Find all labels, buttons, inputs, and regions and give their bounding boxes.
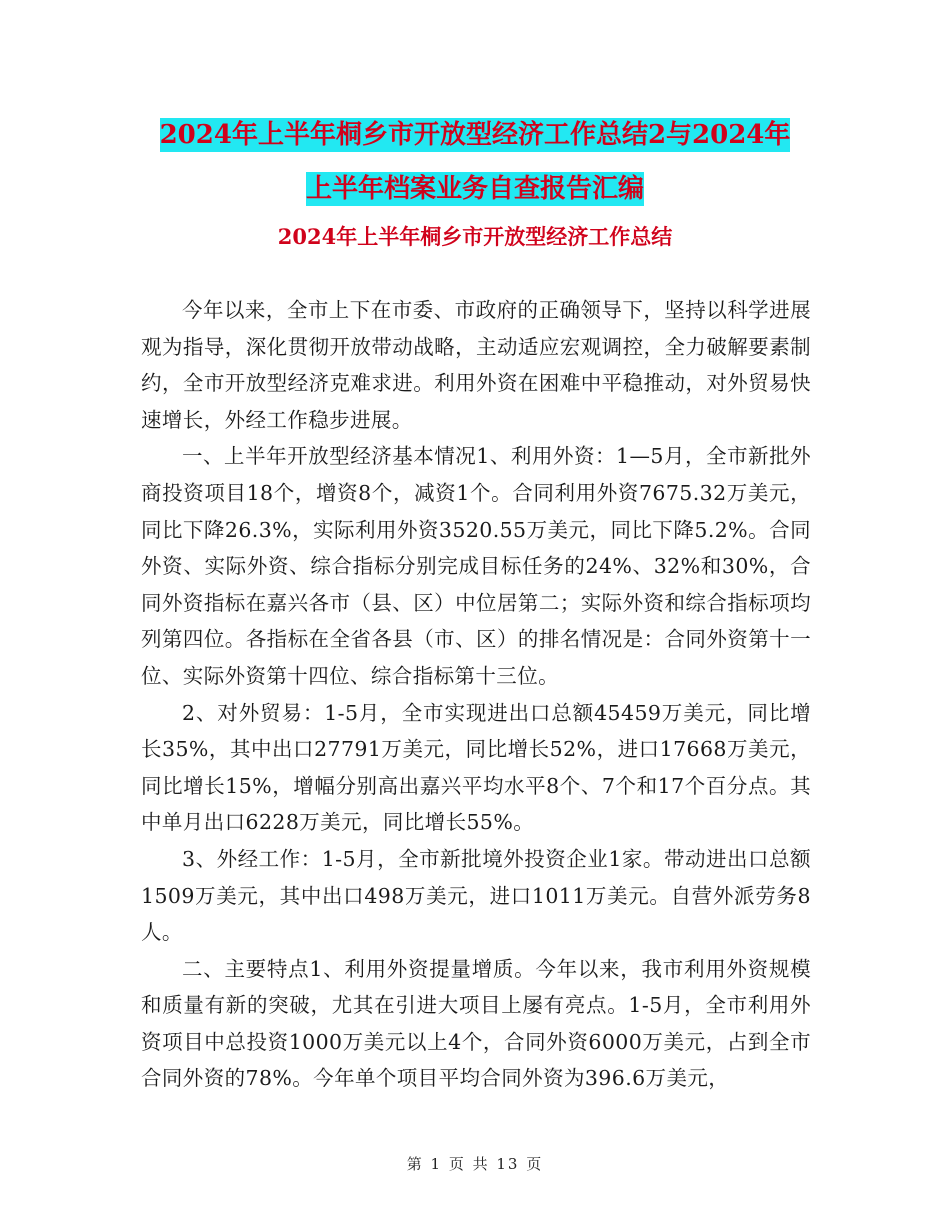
- paragraph-5: 二、主要特点1、利用外资提量增质。今年以来，我市利用外资规模和质量有新的突破，尤其在引进大项目上屡有亮点。1-5月，全市利用外资项目中总投资1000万美元以上4个，合同外资6000万美元，占到全市合同外资的78%。今年单个项目平均合同外资为396.6万美元，: [141, 956, 811, 1091]
- page-footer: 第 1 页 共 13 页: [406, 1155, 544, 1173]
- section-title: 2024年上半年桐乡市开放型经济工作总结: [277, 224, 673, 249]
- title-line-1: 2024年上半年桐乡市开放型经济工作总结2与2024年: [159, 120, 791, 150]
- document-body: [141, 292, 811, 1097]
- paragraph-1: 今年以来，全市上下在市委、市政府的正确领导下，坚持以科学进展观为指导，深化贯彻开放带动战略，主动适应宏观调控，全力破解要素制约，全市开放型经济克难求进。利用外资在困难中平稳推动，对外贸易快速增长，外经工作稳步进展。: [141, 298, 811, 432]
- document-title: [140, 108, 810, 216]
- paragraph-2: 一、上半年开放型经济基本情况1、利用外资：1—5月，全市新批外商投资项目18个，增资8个，减资1个。合同利用外资7675.32万美元，同比下降26.3%，实际利用外资3520.55万美元，同比下降5.2%。合同外资、实际外资、综合指标分别完成目标任务的24%、32%和30%，合同外资指标在嘉兴各市（县、区）中位居第二；实际外资和综合指标项均列第四位。各指标在全省各县（市、区）的排名情况是：合同外资第十一位、实际外资第十四位、综合指标第十三位。: [141, 444, 811, 688]
- title-line-2: 上半年档案业务自查报告汇编: [305, 174, 644, 204]
- paragraph-4: 3、外经工作：1-5月，全市新批境外投资企业1家。带动进出口总额1509万美元，其中出口498万美元，进口1011万美元。自营外派劳务8人。: [141, 846, 811, 945]
- paragraph-3: 2、对外贸易：1-5月，全市实现进出口总额45459万美元，同比增长35%，其中出口27791万美元，同比增长52%，进口17668万美元，同比增长15%，增幅分别高出嘉兴平均水平8个、7个和17个百分点。其中单月出口6228万美元，同比增长55%。: [141, 700, 811, 835]
